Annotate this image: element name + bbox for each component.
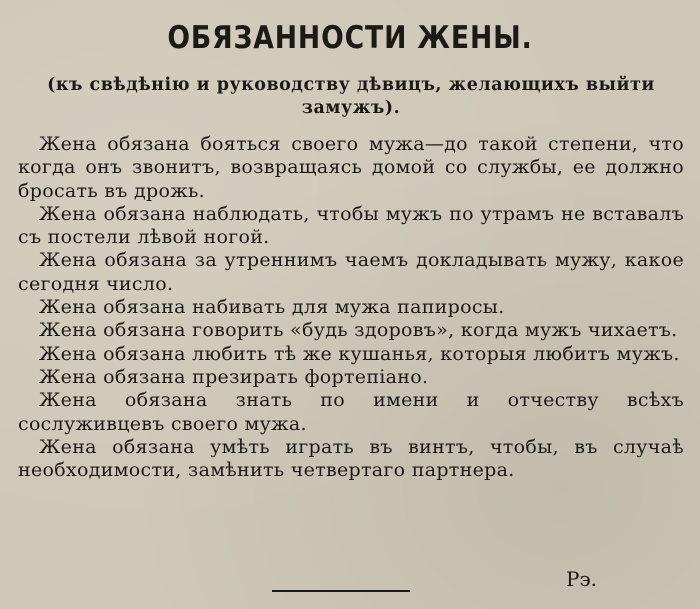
paragraph-despise-piano: Жена обязана презирать фортепіано.	[39, 365, 429, 388]
paragraph-bless-you: Жена обязана говорить «будь здоровъ», когда мужъ чихаетъ.	[39, 319, 678, 342]
paragraph-left-foot: Жена обязана наблюдать, чтобы мужъ по утрамъ не вставалъ съ постели лѣвой ногой.	[18, 202, 684, 249]
closing-rule	[272, 590, 410, 592]
article-subtitle: (къ свѣдѣнію и руководству дѣвицъ, желающихъ выйти замужъ).	[47, 75, 655, 118]
author-signature: Рэ.	[566, 567, 598, 591]
paragraph-same-food: Жена обязана любить тѣ же кушанья, которыя любитъ мужъ.	[39, 342, 680, 365]
paragraph-know-colleagues: Жена обязана знать по имени и отчеству всѣхъ сослуживцевъ своего мужа.	[18, 389, 684, 435]
paragraph-fill-cigarettes: Жена обязана набивать для мужа папиросы.	[39, 296, 505, 319]
paragraph-play-vint: Жена обязана умѣть играть въ винтъ, чтобы, въ случаѣ необходимости, замѣнить четвертаго партнера.	[18, 435, 684, 482]
article-body	[18, 133, 684, 482]
article-title: ОБЯЗАННОСТИ ЖЕНЫ.	[167, 20, 533, 56]
paragraph-report-date: Жена обязана за утреннимъ чаемъ докладывать мужу, какое сегодня число.	[18, 249, 684, 295]
paragraph-fear-husband: Жена обязана бояться своего мужа—до такой степени, что когда онъ звонитъ, возвращаясь домой со службы, ее должно бросать въ дрожь.	[18, 133, 684, 202]
